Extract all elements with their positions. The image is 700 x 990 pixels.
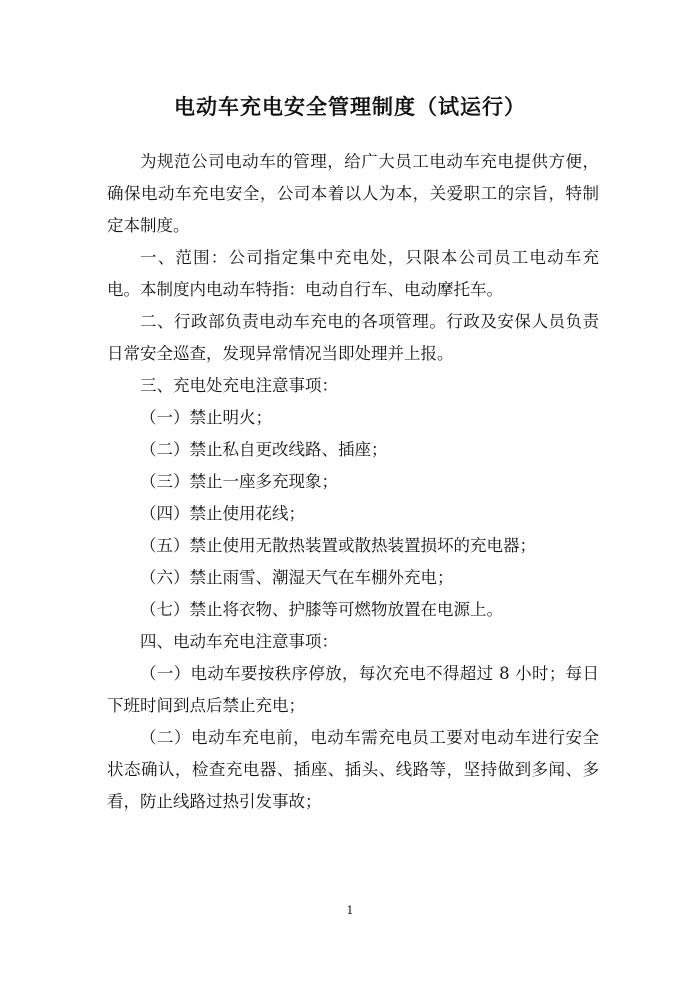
intro-paragraph: 为规范公司电动车的管理，给广大员工电动车充电提供方便，确保电动车充电安全，公司本着以人为本，关爱职工的宗旨，特制定本制度。 [107, 152, 599, 235]
document-title: 电动车充电安全管理制度（试运行） [174, 95, 526, 119]
section-charging-area-heading: 三、充电处充电注意事项： [140, 376, 338, 395]
rule-item: （七）禁止将衣物、护膝等可燃物放置在电源上。 [140, 600, 503, 619]
section-scope: 一、范围：公司指定集中充电处，只限本公司员工电动车充电。本制度内电动车特指：电动自行车、电动摩托车。 [107, 248, 599, 299]
rule-item: （六）禁止雨雪、潮湿天气在车棚外充电； [140, 568, 454, 587]
rule-item: （四）禁止使用花线； [140, 504, 305, 523]
page-number: 1 [346, 904, 354, 917]
rule-item: （二）禁止私自更改线路、插座； [140, 440, 388, 459]
section-management: 二、行政部负责电动车充电的各项管理。行政及安保人员负责日常安全巡查，发现异常情况当即处理并上报。 [107, 312, 599, 363]
document-body [107, 146, 599, 818]
rule-item: （一）禁止明火； [140, 408, 272, 427]
rule-item: （三）禁止一座多充现象； [140, 472, 338, 491]
rule-item: （二）电动车充电前，电动车需充电员工要对电动车进行安全状态确认，检查充电器、插座、插头、线路等，坚持做到多闻、多看，防止线路过热引发事故； [107, 728, 599, 811]
rule-item: （一）电动车要按秩序停放，每次充电不得超过 8 小时；每日下班时间到点后禁止充电； [107, 664, 599, 715]
rule-item: （五）禁止使用无散热装置或散热装置损坏的充电器； [140, 536, 536, 555]
section-vehicle-charging-heading: 四、电动车充电注意事项： [140, 632, 338, 651]
